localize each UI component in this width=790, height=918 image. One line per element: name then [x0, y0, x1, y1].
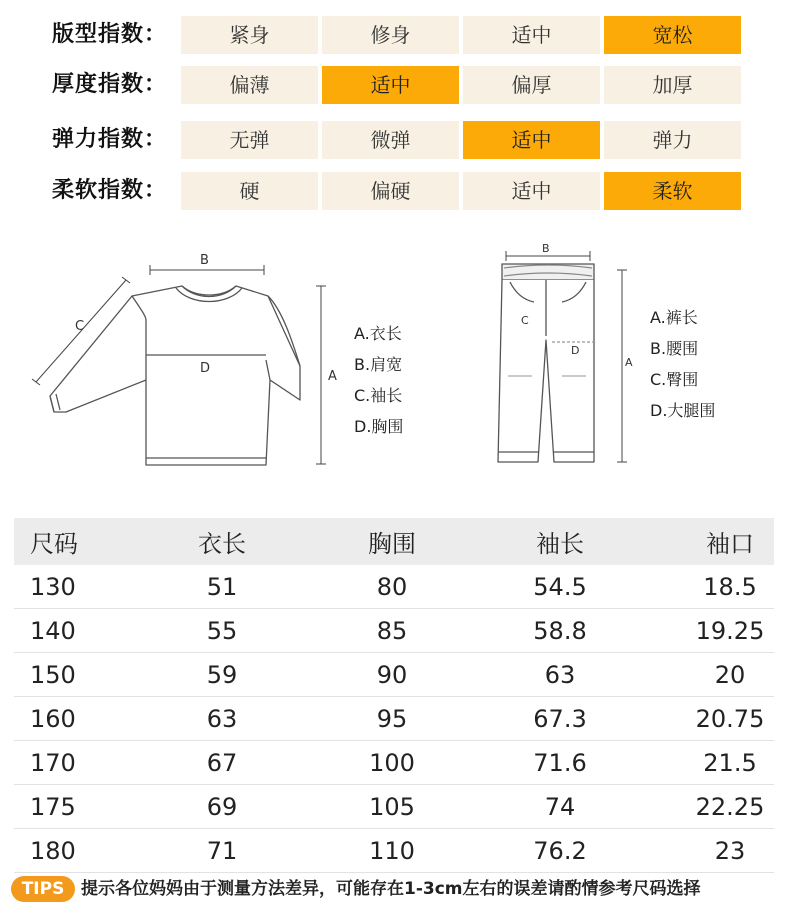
- legend-item: A.衣长: [354, 324, 402, 343]
- index-option: 适中: [322, 66, 459, 104]
- shirt-dim-d: D: [200, 361, 211, 376]
- table-row: [14, 741, 774, 785]
- index-option: 修身: [322, 16, 459, 54]
- shirt-measurement-diagram: [0, 240, 360, 480]
- legend-item: B.腰围: [650, 339, 699, 358]
- table-cell: 22.25: [695, 792, 765, 821]
- header-size: 尺码: [30, 530, 78, 558]
- table-row: [14, 609, 774, 653]
- header-sleeve: 袖长: [536, 530, 584, 558]
- table-row: [14, 653, 774, 697]
- table-cell: 51: [206, 572, 238, 601]
- table-cell: 67.3: [533, 704, 587, 733]
- table-cell: 150: [30, 660, 76, 689]
- table-cell: 74: [544, 792, 576, 821]
- table-cell: 80: [376, 572, 408, 601]
- table-cell: 160: [30, 704, 76, 733]
- pants-dim-c: C: [521, 314, 529, 327]
- index-label: 柔软指数：: [52, 178, 168, 203]
- table-cell: 85: [376, 616, 408, 645]
- legend-item: D.胸围: [354, 417, 404, 436]
- index-option: 硬: [181, 172, 318, 210]
- table-cell: 19.25: [695, 616, 765, 645]
- table-row: [14, 829, 774, 873]
- table-cell: 180: [30, 836, 76, 865]
- table-cell: 55: [206, 616, 238, 645]
- legend-item: A.裤长: [650, 308, 698, 327]
- index-option: 偏厚: [463, 66, 600, 104]
- fit-index-row: [0, 16, 790, 54]
- table-cell: 20: [714, 660, 746, 689]
- thickness-index-row: [0, 66, 790, 104]
- index-option: 加厚: [604, 66, 741, 104]
- tips-bar: [11, 876, 790, 904]
- table-cell: 58.8: [533, 616, 587, 645]
- table-cell: 21.5: [703, 748, 757, 777]
- index-option: 适中: [463, 172, 600, 210]
- shirt-dim-a: A: [328, 369, 337, 384]
- header-length: 衣长: [198, 530, 246, 558]
- legend-item: B.肩宽: [354, 355, 403, 374]
- index-option: 紧身: [181, 16, 318, 54]
- table-cell: 71.6: [533, 748, 587, 777]
- size-table: [14, 518, 774, 873]
- size-table-header: [14, 518, 774, 565]
- index-option: 弹力: [604, 121, 741, 159]
- softness-index-row: [0, 172, 790, 210]
- index-label: 厚度指数：: [52, 72, 168, 97]
- shirt-dim-b: B: [200, 253, 209, 268]
- elasticity-index-row: [0, 121, 790, 159]
- table-cell: 105: [369, 792, 415, 821]
- index-label: 版型指数：: [52, 22, 168, 47]
- index-option: 微弹: [322, 121, 459, 159]
- legend-item: C.臀围: [650, 370, 699, 389]
- index-option: 柔软: [604, 172, 741, 210]
- table-cell: 20.75: [695, 704, 765, 733]
- index-option: 偏薄: [181, 66, 318, 104]
- shirt-dim-c: C: [75, 319, 85, 334]
- table-cell: 23: [714, 836, 746, 865]
- tips-text: 提示各位妈妈由于测量方法差异，可能存在1-3cm左右的误差请酌情参考尺码选择: [81, 879, 701, 899]
- table-cell: 140: [30, 616, 76, 645]
- tips-badge: TIPS: [11, 876, 75, 902]
- pants-dim-d: D: [571, 344, 580, 357]
- header-cuff: 袖口: [706, 530, 754, 558]
- shirt-legend: [354, 318, 403, 442]
- table-cell: 175: [30, 792, 76, 821]
- table-row: [14, 785, 774, 829]
- pants-dim-b: B: [542, 242, 550, 255]
- pants-dim-a: A: [625, 356, 633, 369]
- index-option: 适中: [463, 121, 600, 159]
- table-cell: 100: [369, 748, 415, 777]
- table-cell: 110: [369, 836, 415, 865]
- table-cell: 69: [206, 792, 238, 821]
- table-cell: 18.5: [703, 572, 757, 601]
- table-cell: 170: [30, 748, 76, 777]
- table-cell: 63: [544, 660, 576, 689]
- table-cell: 71: [206, 836, 238, 865]
- table-cell: 95: [376, 704, 408, 733]
- pants-legend: [650, 302, 715, 426]
- index-option: 适中: [463, 16, 600, 54]
- table-cell: 59: [206, 660, 238, 689]
- index-label: 弹力指数：: [52, 127, 168, 152]
- index-option: 无弹: [181, 121, 318, 159]
- legend-item: C.袖长: [354, 386, 403, 405]
- table-cell: 76.2: [533, 836, 587, 865]
- index-option: 偏硬: [322, 172, 459, 210]
- table-cell: 63: [206, 704, 238, 733]
- table-cell: 67: [206, 748, 238, 777]
- pants-measurement-diagram: [480, 236, 640, 476]
- table-row: [14, 697, 774, 741]
- table-row: [14, 565, 774, 609]
- table-cell: 54.5: [533, 572, 587, 601]
- table-cell: 90: [376, 660, 408, 689]
- index-option: 宽松: [604, 16, 741, 54]
- header-chest: 胸围: [368, 530, 416, 558]
- legend-item: D.大腿围: [650, 401, 716, 420]
- table-cell: 130: [30, 572, 76, 601]
